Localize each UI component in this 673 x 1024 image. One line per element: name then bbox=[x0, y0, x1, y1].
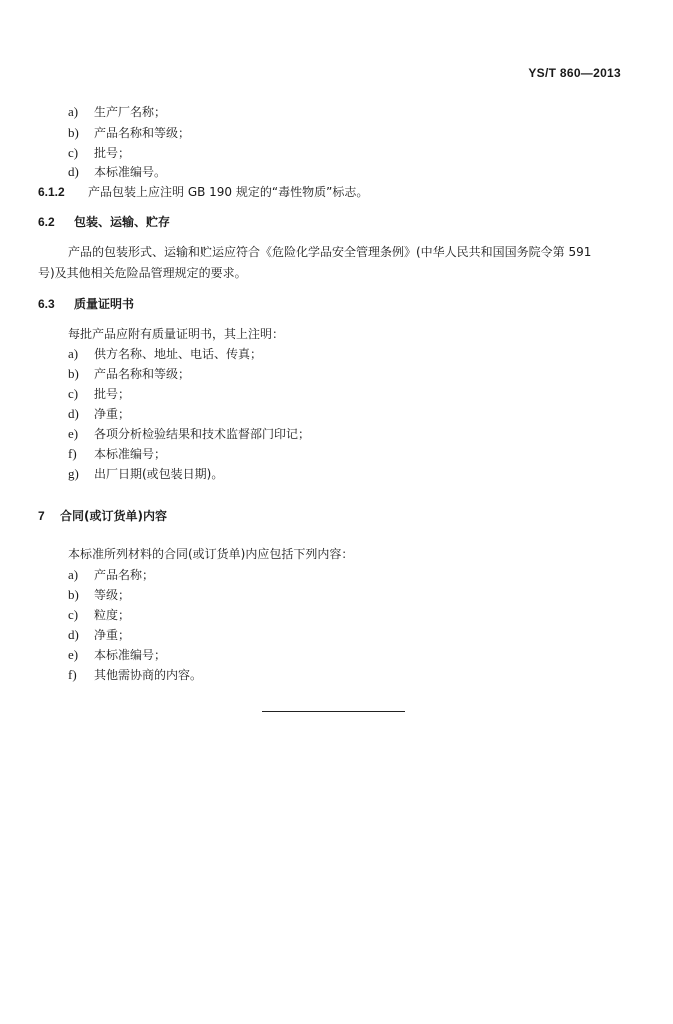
list-marker: d) bbox=[68, 164, 79, 179]
list-marker: d) bbox=[68, 627, 79, 642]
list-text: 产品名称和等级； bbox=[94, 367, 191, 381]
end-rule bbox=[262, 711, 405, 712]
list-item bbox=[68, 104, 166, 120]
list-marker: b) bbox=[68, 366, 79, 381]
list-marker: c) bbox=[68, 386, 79, 401]
list-text: 批号； bbox=[94, 146, 131, 160]
list-marker: b) bbox=[68, 587, 79, 602]
list-marker: f) bbox=[68, 667, 77, 682]
list-marker: b) bbox=[68, 125, 79, 140]
list-item bbox=[68, 406, 130, 422]
list-text: 净重； bbox=[94, 407, 131, 421]
section-number: 7 bbox=[38, 509, 45, 523]
list-text: 产品名称； bbox=[94, 568, 155, 582]
list-text: 本标准编号。 bbox=[94, 165, 167, 179]
list-item bbox=[68, 386, 130, 402]
section-heading-6-2 bbox=[38, 214, 170, 230]
list-text: 等级； bbox=[94, 588, 131, 602]
list-text: 本标准编号； bbox=[94, 648, 167, 662]
list-marker: c) bbox=[68, 145, 79, 160]
list-text: 供方名称、地址、电话、传真； bbox=[94, 347, 263, 361]
list-item bbox=[68, 346, 262, 362]
list-marker: c) bbox=[68, 607, 79, 622]
section-number: 6.3 bbox=[38, 297, 55, 311]
section-number: 6.2 bbox=[38, 215, 55, 229]
list-marker: a) bbox=[68, 104, 79, 119]
section-title: 质量证明书 bbox=[74, 297, 135, 311]
section-heading-6-3 bbox=[38, 296, 134, 312]
list-text: 净重； bbox=[94, 628, 131, 642]
list-item bbox=[68, 607, 130, 623]
list-marker: a) bbox=[68, 346, 79, 361]
list-text: 各项分析检验结果和技术监督部门印记； bbox=[94, 427, 311, 441]
document-code-header: YS/T 860—2013 bbox=[528, 66, 621, 80]
list-marker: f) bbox=[68, 446, 77, 461]
list-text: 产品名称和等级； bbox=[94, 126, 191, 140]
paragraph-intro: 每批产品应附有质量证明书，其上注明： bbox=[68, 327, 285, 341]
clause-number: 6.1.2 bbox=[38, 185, 65, 199]
list-item bbox=[68, 587, 130, 603]
list-marker: g) bbox=[68, 466, 79, 481]
paragraph-line: 产品的包装形式、运输和贮运应符合《危险化学品安全管理条例》(中华人民共和国国务院令第 591 bbox=[68, 245, 592, 259]
list-text: 生产厂名称； bbox=[94, 105, 167, 119]
list-item bbox=[68, 627, 130, 643]
list-text: 批号； bbox=[94, 387, 131, 401]
list-item bbox=[68, 366, 190, 382]
list-item bbox=[68, 446, 166, 462]
list-marker: e) bbox=[68, 647, 79, 662]
list-item bbox=[68, 426, 310, 442]
list-marker: d) bbox=[68, 406, 79, 421]
section-title: 包装、运输、贮存 bbox=[74, 215, 171, 229]
list-item bbox=[68, 125, 190, 141]
list-item bbox=[68, 164, 166, 180]
list-text: 粒度； bbox=[94, 608, 131, 622]
list-marker: a) bbox=[68, 567, 79, 582]
section-heading-7 bbox=[38, 508, 167, 524]
paragraph-intro: 本标准所列材料的合同(或订货单)内应包括下列内容： bbox=[68, 547, 354, 561]
list-marker: e) bbox=[68, 426, 79, 441]
list-text: 本标准编号； bbox=[94, 447, 167, 461]
list-item bbox=[68, 466, 223, 482]
paragraph-line: 号)及其他相关危险品管理规定的要求。 bbox=[38, 266, 247, 280]
list-item bbox=[68, 647, 166, 663]
list-text: 其他需协商的内容。 bbox=[94, 668, 203, 682]
clause-text: 产品包装上应注明 GB 190 规定的“毒性物质”标志。 bbox=[88, 185, 369, 199]
list-text: 出厂日期(或包装日期)。 bbox=[94, 467, 224, 481]
list-item bbox=[68, 145, 130, 161]
clause-6-1-2 bbox=[38, 184, 368, 200]
list-item bbox=[68, 567, 154, 583]
list-item bbox=[68, 667, 202, 683]
section-title: 合同(或订货单)内容 bbox=[60, 509, 167, 523]
